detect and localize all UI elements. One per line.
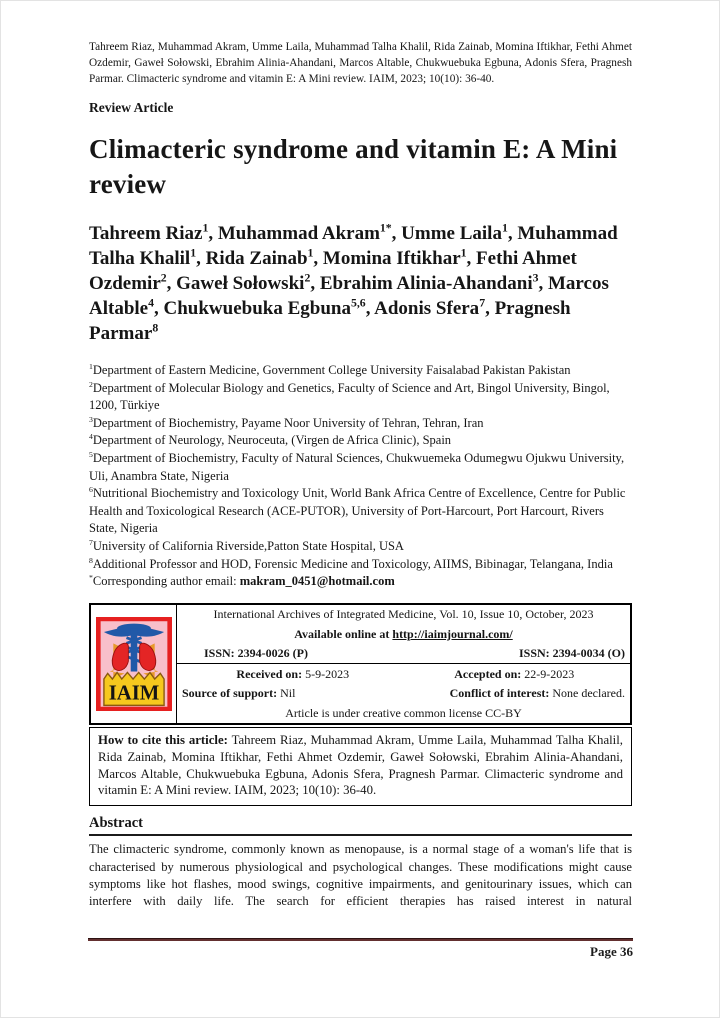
author-name: Gaweł Sołowski$^2$, (176, 271, 320, 294)
author-name: Muhammad Talha Khalil$^1$, (89, 223, 618, 269)
affiliation-line: $^4$Department of Neurology, Neuroceuta, (Virgen de Africa Clinic), Spain (89, 432, 452, 448)
iaim-logo-text: IAIM (108, 682, 159, 705)
support-conflict-row (177, 684, 630, 704)
author-name: Chukwuebuka Egbuna$^{5,6}$, (163, 296, 375, 319)
affiliation-line: $^5$Department of Biochemistry, Faculty of Natural Sciences, Chukwuemeka Odumegwu Ojukwu University, Uli, Anambra State, Nigeria (89, 449, 625, 483)
affiliation-line: $^2$Department of Molecular Biology and Genetics, Faculty of Science and Art, Bingol University, Bingol, 1200, Türkiye (89, 379, 610, 413)
journal-info-box (89, 603, 632, 725)
journal-url-link[interactable]: http://iaimjournal.com/ (392, 626, 513, 641)
affiliation-line: $^7$University of California Riverside,Patton State Hospital, USA (89, 537, 404, 553)
issn-print: ISSN: 2394-0026 (P) (204, 646, 308, 661)
abstract-divider (89, 834, 632, 836)
journal-volume-line: International Archives of Integrated Medicine, Vol. 10, Issue 10, October, 2023 (213, 607, 594, 622)
footer-divider (88, 938, 633, 941)
how-to-cite-label: How to cite this article: (98, 732, 228, 747)
abstract-text: The climacteric syndrome, commonly known as menopause, is a normal stage of a woman's life that is characterised by numerous physiological and psychological changes. These modifications might cause symptoms like hot flashes, mood swings, cognitive impairments, and genitourinary issues, which can interfere with daily life. The search for efficient therapies has raised interest in natural (89, 842, 632, 908)
affiliation-line: $^3$Department of Biochemistry, Payame Noor University of Tehran, Tehran, Iran (89, 414, 484, 430)
corresponding-author-line: *Corresponding author email: makram_0451@hotmail.com (89, 572, 395, 589)
available-online-label: Available online at (294, 626, 393, 641)
journal-info-cell (177, 605, 630, 723)
abstract-heading: Abstract (89, 815, 143, 832)
source-of-support: Source of support: Nil (182, 686, 296, 701)
authors-line (89, 221, 632, 346)
article-type-label: Review Article (89, 100, 174, 115)
article-title: Climacteric syndrome and vitamin E: A Mini review (89, 134, 618, 199)
journal-logo (91, 605, 177, 723)
author-name: Tahreem Riaz$^1$, (89, 221, 218, 244)
issn-online: ISSN: 2394-0034 (O) (518, 646, 625, 661)
author-name: Umme Laila$^1$, (401, 221, 518, 244)
dates-row (177, 664, 630, 684)
page-number: Page 36 (590, 944, 633, 959)
affiliation-line: $^1$Department of Eastern Medicine, Government College University Faisalabad Pakistan Pakistan (89, 361, 571, 377)
affiliations-list (89, 362, 632, 591)
how-to-cite-box (89, 727, 632, 807)
affiliation-line: $^6$Nutritional Biochemistry and Toxicology Unit, World Bank Africa Centre of Excellence, Centre for Public Health and Toxicological Research (ACE-PUTOR), University of Port-Harcourt, Port Harcourt, Rivers State, Nigeria (89, 485, 626, 536)
author-name: Fethi Ahmet Ozdemir$^2$, (89, 248, 577, 294)
issn-row (177, 644, 630, 665)
how-to-cite-text: Tahreem Riaz, Muhammad Akram, Umme Laila, Muhammad Talha Khalil, Rida Zainab, Momina Iftikhar, Fethi Ahmet Ozdemir, Gaweł Sołowski, Ebrahim Alinia-Ahandani, Marcos Altable, Chukwuebuka Egbuna, Adonis Sfera, Pragnesh Parmar. Climacteric syndrome and vitamin E: A Mini review. IAIM, 2023; 10(10): 36-40. (98, 732, 623, 798)
author-name: Muhammad Akram$^{1*}$, (217, 221, 402, 244)
author-name: Marcos Altable$^4$, (89, 273, 609, 319)
corresponding-email: makram_0451@hotmail.com (239, 574, 395, 589)
running-head-citation: Tahreem Riaz, Muhammad Akram, Umme Laila, Muhammad Talha Khalil, Rida Zainab, Momina Iftikhar, Fethi Ahmet Ozdemir, Gaweł Sołowski, Ebrahim Alinia-Ahandani, Marcos Altable, Chukwuebuka Egbuna, Adonis Sfera, Pragnesh Parmar. Climacteric syndrome and vitamin E: A Mini review. IAIM, 2023; 10(10): 36-40. (89, 41, 632, 85)
author-name: Momina Iftikhar$^1$, (322, 246, 477, 269)
journal-availability-line (177, 624, 630, 644)
iaim-logo-icon (96, 617, 172, 711)
conflict-of-interest: Conflict of interest: None declared. (449, 686, 625, 701)
author-name: Ebrahim Alinia-Ahandani$^3$, (319, 271, 548, 294)
author-name: Rida Zainab$^1$, (205, 246, 323, 269)
received-date: Received on: 5-9-2023 (236, 666, 350, 681)
affiliation-line: $^8$Additional Professor and HOD, Forensic Medicine and Toxicology, AIIMS, Bibinagar, Telangana, India (89, 555, 613, 571)
license-line: Article is under creative common license CC-BY (285, 705, 522, 720)
author-name: Adonis Sfera$^7$, (374, 296, 495, 319)
author-name: Pragnesh Parmar$^8$ (89, 298, 571, 344)
accepted-date: Accepted on: 22-9-2023 (454, 666, 575, 681)
